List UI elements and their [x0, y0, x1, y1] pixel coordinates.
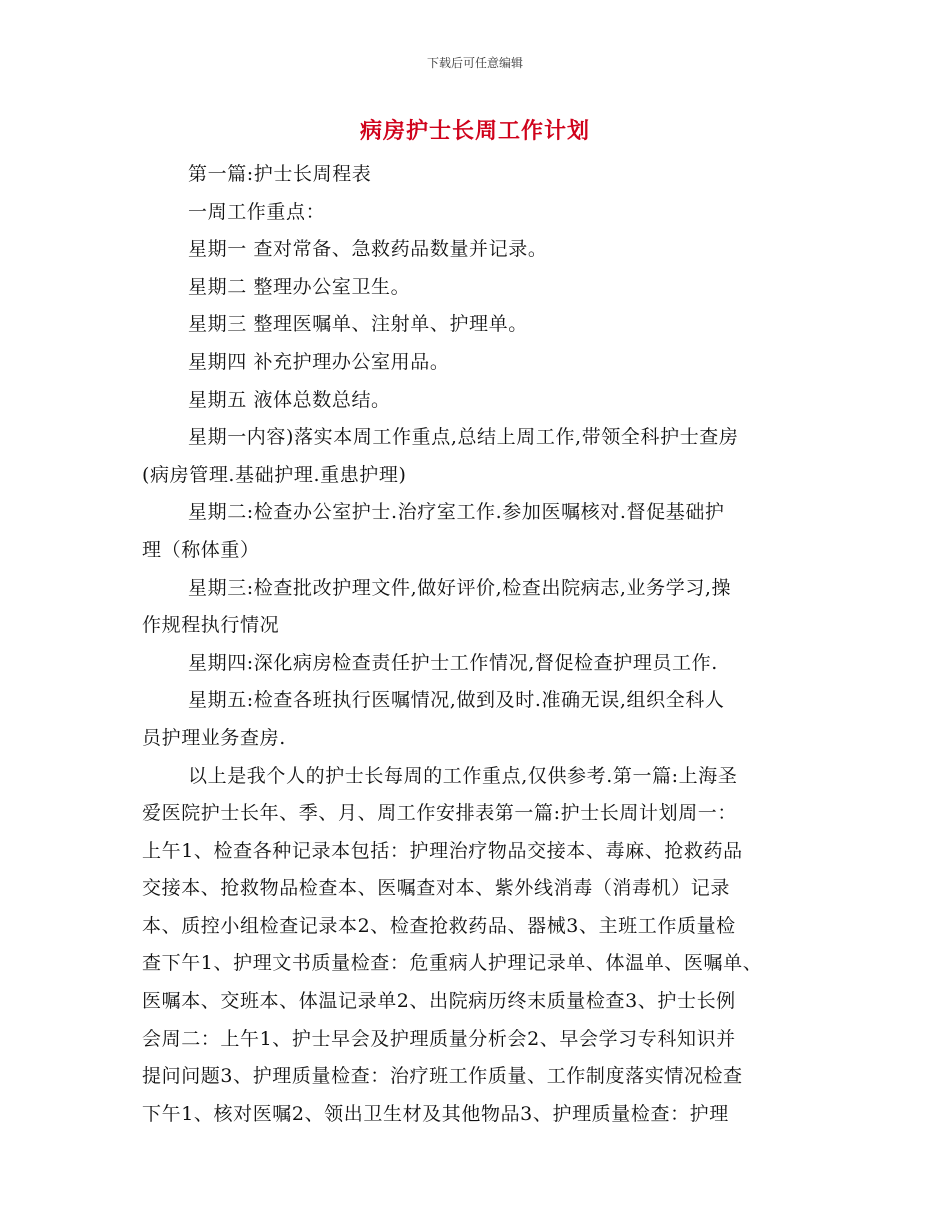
body-line: 第一篇:护士长周程表	[188, 163, 372, 185]
body-line: (病房管理.基础护理.重患护理)	[142, 463, 407, 486]
body-line: 星期三:检查批改护理文件,做好评价,检查出院病志,业务学习,操	[188, 576, 732, 599]
document-body	[142, 156, 826, 1133]
body-line: 查下午1、护理文书质量检查：危重病人护理记录单、体温单、医嘱单、	[142, 952, 763, 975]
body-line: 员护理业务查房.	[142, 726, 286, 749]
body-line: 下午1、核对医嘱2、领出卫生材及其他物品3、护理质量检查：护理	[142, 1102, 729, 1125]
body-line: 星期一 查对常备、急救药品数量并记录。	[188, 238, 548, 261]
body-line: 星期五:检查各班执行医嘱情况,做到及时.准确无误,组织全科人	[188, 689, 725, 712]
body-line: 上午1、检查各种记录本包括：护理治疗物品交接本、毒麻、抢救药品	[142, 839, 743, 862]
page-header-note: 下载后可任意编辑	[426, 56, 523, 70]
body-line: 提问问题3、护理质量检查：治疗班工作质量、工作制度落实情况检查	[142, 1065, 743, 1088]
body-line: 本、质控小组检查记录本2、检查抢救药品、器械3、主班工作质量检	[142, 914, 736, 937]
body-line: 理（称体重）	[142, 538, 260, 561]
body-line: 交接本、抢救物品检查本、医嘱查对本、紫外线消毒（消毒机）记录	[142, 877, 731, 900]
body-line: 以上是我个人的护士长每周的工作重点,仅供参考.第一篇:上海圣	[188, 764, 738, 787]
body-line: 星期二 整理办公室卫生。	[188, 275, 411, 298]
body-line: 星期二:检查办公室护士.治疗室工作.参加医嘱核对.督促基础护	[188, 501, 725, 524]
body-line: 爱医院护士长年、季、月、周工作安排表第一篇:护士长周计划周一：	[142, 802, 738, 825]
document-title: 病房护士长周工作计划	[359, 119, 590, 144]
body-line: 一周工作重点：	[188, 200, 326, 223]
body-line: 医嘱本、交班本、体温记录单2、出院病历终末质量检查3、护士长例	[142, 990, 736, 1013]
body-line: 作规程执行情况	[142, 614, 280, 637]
body-line: 星期四:深化病房检查责任护士工作情况,督促检查护理员工作.	[188, 651, 718, 674]
body-line: 星期五 液体总数总结。	[188, 388, 391, 411]
body-line: 星期一内容)落实本周工作重点,总结上周工作,带领全科护士查房	[188, 426, 739, 449]
body-line: 星期三 整理医嘱单、注射单、护理单。	[188, 313, 528, 336]
body-line: 星期四 补充护理办公室用品。	[188, 350, 450, 373]
body-line: 会周二：上午1、护士早会及护理质量分析会2、早会学习专科知识并	[142, 1027, 736, 1050]
